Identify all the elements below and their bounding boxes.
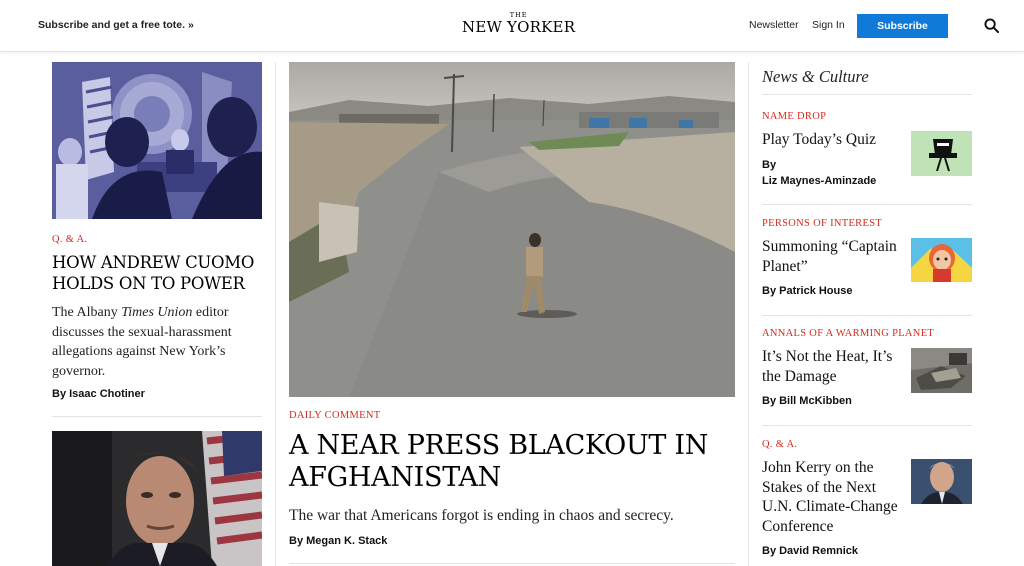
divider xyxy=(52,416,262,417)
divider xyxy=(762,315,972,316)
logo-the: THE xyxy=(509,11,528,19)
quiz-thumbnail[interactable] xyxy=(911,131,972,176)
divider xyxy=(762,425,972,426)
climate-damage-thumbnail[interactable] xyxy=(911,348,972,393)
sign-in-link[interactable]: Sign In xyxy=(812,19,845,31)
item-byline[interactable]: Liz Maynes-Aminzade xyxy=(762,175,877,187)
site-logo[interactable] xyxy=(462,12,575,36)
afghanistan-airbase-image[interactable] xyxy=(289,62,735,397)
story-dek xyxy=(52,303,262,381)
item-kicker[interactable]: PERSONS OF INTEREST xyxy=(762,218,883,229)
subscribe-button[interactable]: Subscribe xyxy=(857,14,948,38)
story-kicker[interactable]: Q. & A. xyxy=(52,234,88,245)
john-kerry-thumbnail[interactable] xyxy=(911,459,972,504)
item-kicker[interactable]: ANNALS OF A WARMING PLANET xyxy=(762,328,935,339)
item-headline[interactable]: Play Today’s Quiz xyxy=(762,131,877,148)
story-kicker[interactable]: DAILY COMMENT xyxy=(289,410,381,421)
logo-name: NEW YORKER xyxy=(462,18,576,36)
item-headline[interactable]: John Kerry on the Stakes of the Next U.N. Climate-Change Conference xyxy=(762,459,898,535)
newsletter-link[interactable]: Newsletter xyxy=(749,19,799,31)
dek-text: editor discusses the sexual-harassment allegations against New York’s governor. xyxy=(52,305,232,379)
dek-text: The Albany xyxy=(52,305,122,320)
column-divider xyxy=(748,62,749,566)
main-story-byline[interactable]: By Megan K. Stack xyxy=(289,535,388,547)
divider xyxy=(289,563,735,564)
main-story-dek: The war that Americans forgot is ending in chaos and secrecy. xyxy=(289,507,674,524)
story-byline[interactable]: By Isaac Chotiner xyxy=(52,388,145,400)
column-divider xyxy=(275,62,276,566)
cuomo-portrait-image[interactable] xyxy=(52,431,262,566)
section-title: News & Culture xyxy=(762,67,869,86)
item-headline[interactable]: It’s Not the Heat, It’s the Damage xyxy=(762,348,893,385)
item-byline[interactable]: By Patrick House xyxy=(762,285,853,297)
divider xyxy=(762,204,972,205)
item-kicker[interactable]: Q. & A. xyxy=(762,439,798,450)
item-headline[interactable]: Summoning “Captain Planet” xyxy=(762,238,897,275)
captain-planet-thumbnail[interactable] xyxy=(911,238,972,282)
story-headline[interactable]: HOW ANDREW CUOMO HOLDS ON TO POWER xyxy=(52,253,255,293)
dek-publication: Times Union xyxy=(121,305,193,320)
item-byline[interactable]: By David Remnick xyxy=(762,545,858,557)
cuomo-press-conference-image[interactable] xyxy=(52,62,262,219)
divider xyxy=(762,94,972,95)
item-kicker[interactable]: NAME DROP xyxy=(762,111,827,122)
site-header xyxy=(0,0,1024,52)
item-byline[interactable]: By xyxy=(762,159,777,171)
search-icon[interactable] xyxy=(984,18,999,33)
main-story-headline[interactable]: A NEAR PRESS BLACKOUT IN AFGHANISTAN xyxy=(289,430,709,493)
subscribe-promo-link[interactable]: Subscribe and get a free tote. » xyxy=(38,19,194,31)
item-byline[interactable]: By Bill McKibben xyxy=(762,395,852,407)
